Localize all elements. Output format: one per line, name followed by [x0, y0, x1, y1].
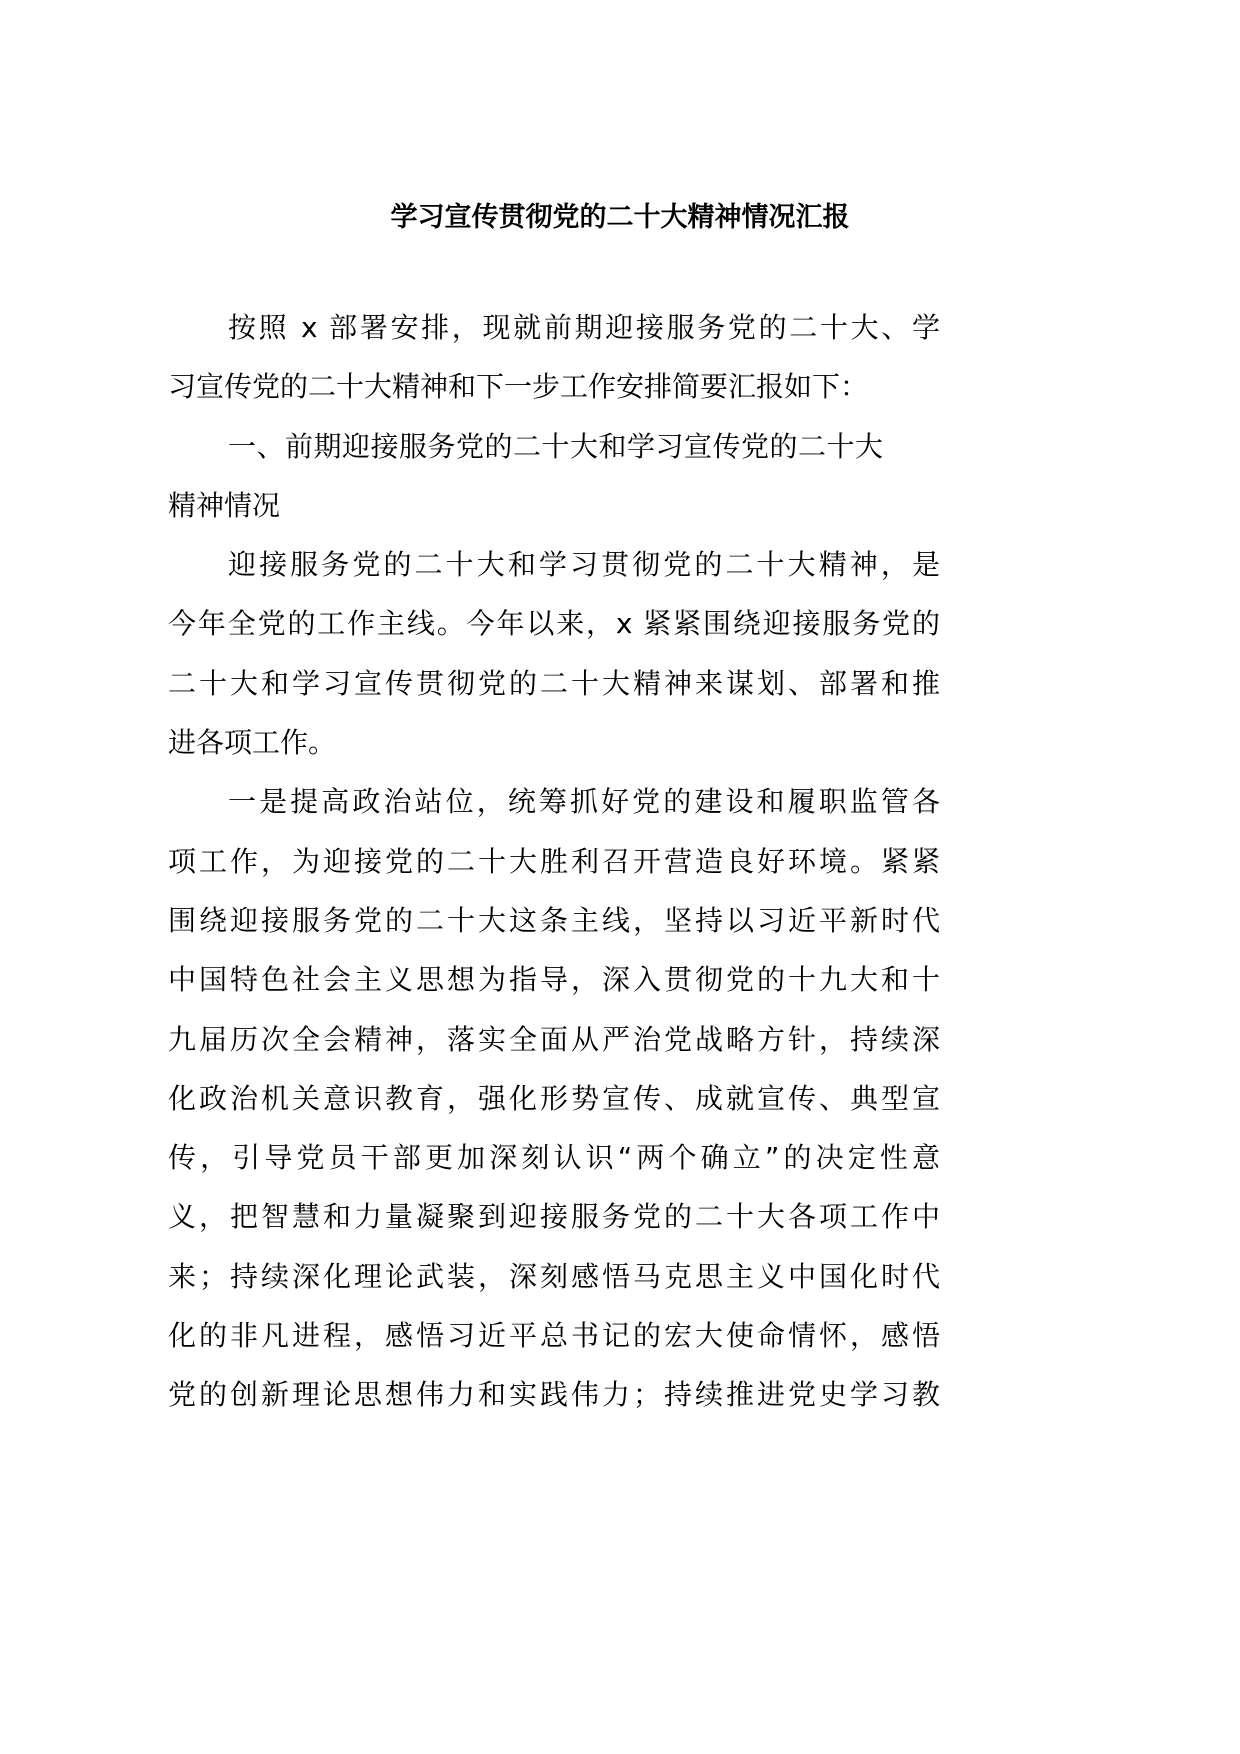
text-line: 中国特色社会主义思想为指导，深入贯彻党的十九大和十: [168, 963, 940, 997]
text-line: 传，引导党员干部更加深刻认识“两个确立”的决定性意: [168, 1141, 940, 1175]
text-line: 进各项工作。: [168, 726, 337, 760]
document-title: 学习宣传贯彻党的二十大精神情况汇报: [390, 202, 850, 233]
text-line: 九届历次全会精神，落实全面从严治党战略方针，持续深: [168, 1022, 940, 1056]
paragraph-point-1: [168, 772, 940, 1424]
text-line: 今年全党的工作主线。今年以来，x 紧紧围绕迎接服务党的: [168, 607, 940, 641]
paragraph-overview: [168, 535, 940, 772]
section-heading-1: [168, 417, 940, 536]
text-line: 项工作，为迎接党的二十大胜利召开营造良好环境。紧紧: [168, 844, 940, 878]
text-line: 迎接服务党的二十大和学习贯彻党的二十大精神，是: [228, 548, 940, 582]
text-line: 来；持续深化理论武装，深刻感悟马克思主义中国化时代: [168, 1259, 940, 1293]
text-line: 精神情况: [168, 488, 281, 522]
text-line: 义，把智慧和力量凝聚到迎接服务党的二十大各项工作中: [168, 1200, 940, 1234]
text-line: 围绕迎接服务党的二十大这条主线，坚持以习近平新时代: [168, 903, 940, 937]
text-line: 习宣传党的二十大精神和下一步工作安排简要汇报如下：: [168, 370, 869, 404]
text-line: 一是提高政治站位，统筹抓好党的建设和履职监管各: [228, 785, 940, 819]
text-line: 一、前期迎接服务党的二十大和学习宣传党的二十大: [228, 429, 884, 463]
text-line: 二十大和学习宣传贯彻党的二十大精神来谋划、部署和推: [168, 666, 940, 700]
paragraph-intro: [168, 298, 940, 417]
text-line: 党的创新理论思想伟力和实践伟力；持续推进党史学习教: [168, 1378, 940, 1412]
text-line: 按照 x 部署安排，现就前期迎接服务党的二十大、学: [228, 311, 940, 344]
text-line: 化的非凡进程，感悟习近平总书记的宏大使命情怀，感悟: [168, 1319, 940, 1353]
text-line: 化政治机关意识教育，强化形势宣传、成就宣传、典型宣: [168, 1081, 940, 1115]
document-body: [168, 298, 940, 1425]
